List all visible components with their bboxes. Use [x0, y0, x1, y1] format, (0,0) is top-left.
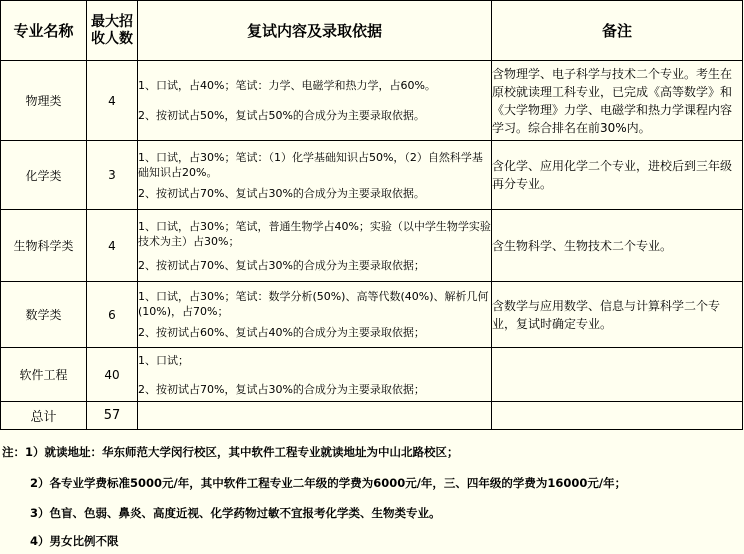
table-row: [1, 348, 743, 402]
note-line: 3）色盲、色弱、鼻炎、高度近视、化学药物过敏不宜报考化学类、生物类专业。: [30, 506, 441, 520]
remark-cell: 含数学与应用数学、信息与计算科学二个专业，复试时确定专业。: [492, 282, 743, 348]
major-name: 物理类: [1, 61, 87, 141]
total-label: 总计: [1, 402, 87, 430]
table-row: [1, 282, 743, 348]
total-row: [1, 402, 743, 430]
total-value: 57: [87, 402, 138, 430]
criteria-line: 1、口试，占30%；笔试：数学分析(50%)、高等代数(40%)、解析几何(10%)，占70%；: [138, 290, 489, 318]
major-name: 数学类: [1, 282, 87, 348]
header-criteria: 复试内容及录取依据: [138, 1, 492, 61]
criteria-cell: [138, 282, 492, 348]
major-name: 软件工程: [1, 348, 87, 402]
remark-cell: 含生物科学、生物技术二个专业。: [492, 210, 743, 282]
major-quota: 3: [87, 141, 138, 210]
remark-cell: 含化学、应用化学二个专业，进校后到三年级再分专业。: [492, 141, 743, 210]
criteria-cell: [138, 141, 492, 210]
table-row: [1, 61, 743, 141]
criteria-line: 2、按初试占50%，复试占50%的合成分为主要录取依据。: [138, 109, 425, 122]
header-remarks: 备注: [492, 1, 743, 61]
header-quota: 最大招收人数: [87, 1, 138, 61]
criteria-line: 1、口试，占30%；笔试，普通生物学占40%；实验（以中学生物学实验技术为主）占30%；: [138, 219, 491, 248]
major-quota: 4: [87, 210, 138, 282]
criteria-line: 2、按初试占70%，复试占30%的合成分为主要录取依据；: [138, 382, 425, 396]
header-major: 专业名称: [1, 1, 87, 61]
criteria-line: 1、口试，占40%；笔试：力学、电磁学和热力学，占60%。: [138, 79, 436, 92]
empty-cell: [138, 402, 492, 430]
remark-cell: [492, 348, 743, 402]
note-line: 4）男女比例不限: [30, 534, 119, 548]
major-name: 生物科学类: [1, 210, 87, 282]
table-header-row: [1, 1, 743, 61]
major-quota: 6: [87, 282, 138, 348]
table-row: [1, 210, 743, 282]
empty-cell: [492, 402, 743, 430]
table-row: [1, 141, 743, 210]
criteria-line: 1、口试；: [138, 353, 189, 367]
major-name: 化学类: [1, 141, 87, 210]
major-quota: 4: [87, 61, 138, 141]
criteria-line: 2、按初试占60%、复试占40%的合成分为主要录取依据；: [138, 326, 425, 339]
note-line: 2）各专业学费标准5000元/年，其中软件工程专业二年级的学费为6000元/年，三、四年级的学费为16000元/年；: [30, 476, 627, 490]
criteria-line: 2、按初试占70%、复试占30%的合成分为主要录取依据；: [138, 258, 425, 272]
remark-cell: 含物理学、电子科学与技术二个专业。考生在原校就读理工科专业，已完成《高等数学》和《大学物理》力学、电磁学和热力学课程内容学习。综合排名在前30%内。: [492, 61, 743, 141]
major-quota: 40: [87, 348, 138, 402]
note-line: 注：1）就读地址：华东师范大学闵行校区，其中软件工程专业就读地址为中山北路校区；: [2, 445, 459, 459]
criteria-cell: [138, 210, 492, 282]
criteria-cell: [138, 61, 492, 141]
criteria-cell: [138, 348, 492, 402]
criteria-line: 1、口试，占30%；笔试：（1）化学基础知识占50%，（2）自然科学基础知识占20%。: [138, 150, 483, 179]
criteria-line: 2、按初试占70%、复试占30%的合成分为主要录取依据。: [138, 186, 425, 200]
